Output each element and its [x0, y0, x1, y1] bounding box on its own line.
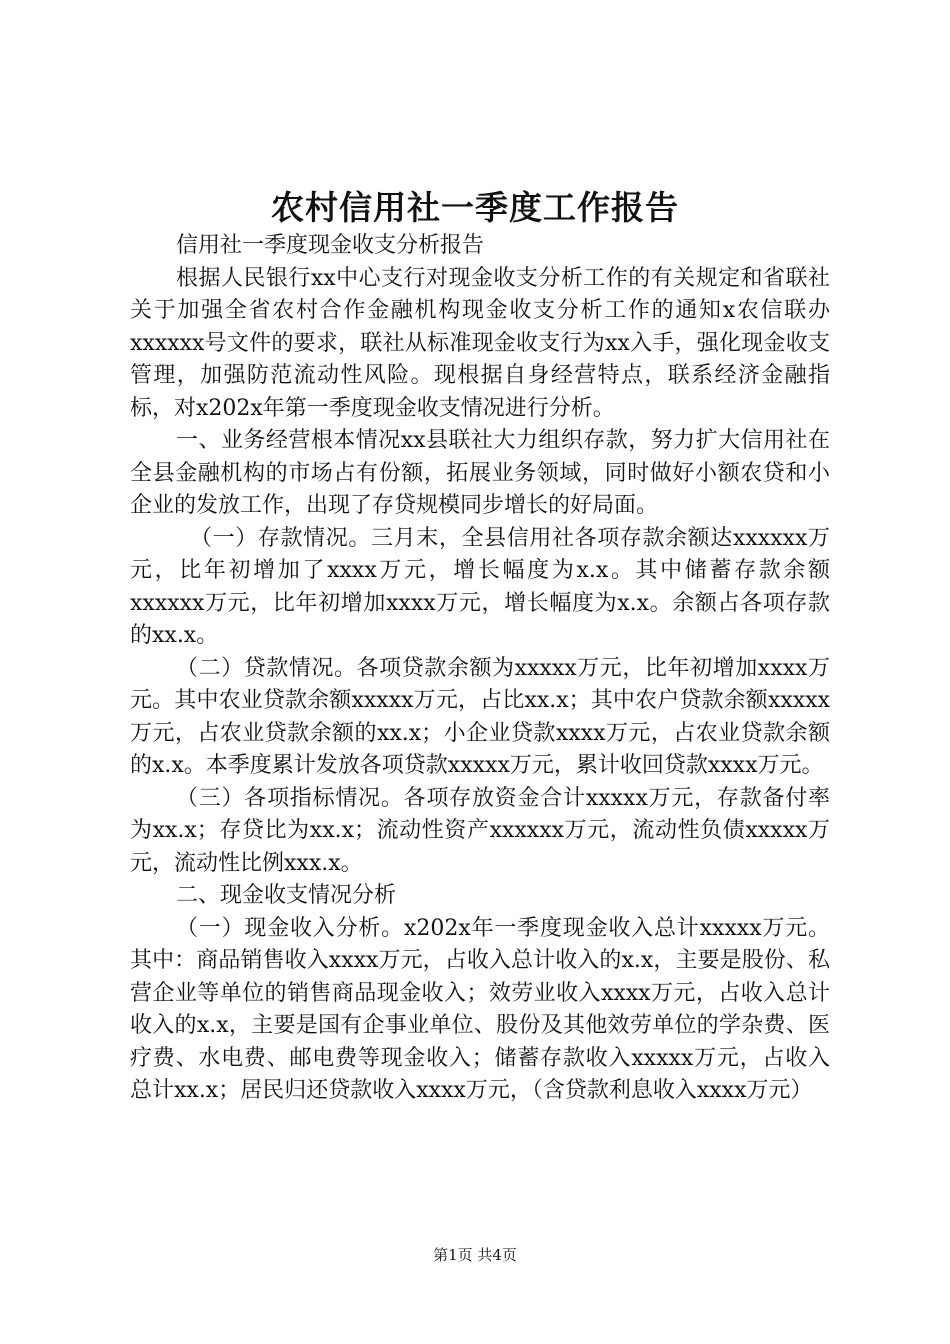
paragraph-cash-income: （一）现金收入分析。x202x年一季度现金收入总计xxxxx万元。其中：商品销售收入xxxx万元，占收入总计收入的x.x，主要是股份、私营企业等单位的销售商品现金收入；效劳业收入xxxx万元，占收入总计收入的x.x，主要是国有企事业单位、股份及其他效劳单位的学杂费、医疗费、水电费、邮电费等现金收入；储蓄存款收入xxxxx万元，占收入总计xx.x；居民归还贷款收入xxxx万元，（含贷款利息收入xxxx万元） [130, 915, 830, 1103]
document-title: 农村信用社一季度工作报告 [271, 188, 679, 227]
paragraph-indicators: （三）各项指标情况。各项存放资金合计xxxxx万元，存款备付率为xx.x；存贷比为xx.x；流动性资产xxxxxx万元，流动性负债xxxxx万元，流动性比例xxx.x。 [130, 785, 830, 876]
paragraph-loans: （二）贷款情况。各项贷款余额为xxxxx万元，比年初增加xxxx万元。其中农业贷款余额xxxxx万元，占比xx.x；其中农户贷款余额xxxxx万元，占农业贷款余额的xx.x；小企业贷款xxxx万元，占农业贷款余额的x.x。本季度累计发放各项贷款xxxxx万元，累计收回贷款xxxx万元。 [130, 655, 830, 778]
document-body [130, 230, 830, 1108]
paragraph-subtitle: 信用社一季度现金收支分析报告 [176, 233, 485, 258]
page-footer: 第1页 共4页 [433, 1246, 517, 1264]
paragraph-section-1: 一、业务经营根本情况xx县联社大力组织存款，努力扩大信用社在全县金融机构的市场占有份额，拓展业务领域，同时做好小额农贷和小企业的发放工作，出现了存贷规模同步增长的好局面。 [130, 428, 830, 518]
paragraph-section-2: 二、现金收支情况分析 [176, 883, 397, 908]
paragraph-deposits: （一）存款情况。三月末，全县信用社各项存款余额达xxxxxx万元，比年初增加了xxxx万元，增长幅度为x.x。其中储蓄存款余额xxxxxx万元，比年初增加xxxx万元，增长幅度为x.x。余额占各项存款的xx.x。 [130, 525, 830, 648]
paragraph-intro: 根据人民银行xx中心支行对现金收支分析工作的有关规定和省联社关于加强全省农村合作金融机构现金收支分析工作的通知x农信联办xxxxxx号文件的要求，联社从标准现金收支行为xx入手，强化现金收支管理，加强防范流动性风险。现根据自身经营特点，联系经济金融指标，对x202x年第一季度现金收支情况进行分析。 [130, 265, 830, 421]
